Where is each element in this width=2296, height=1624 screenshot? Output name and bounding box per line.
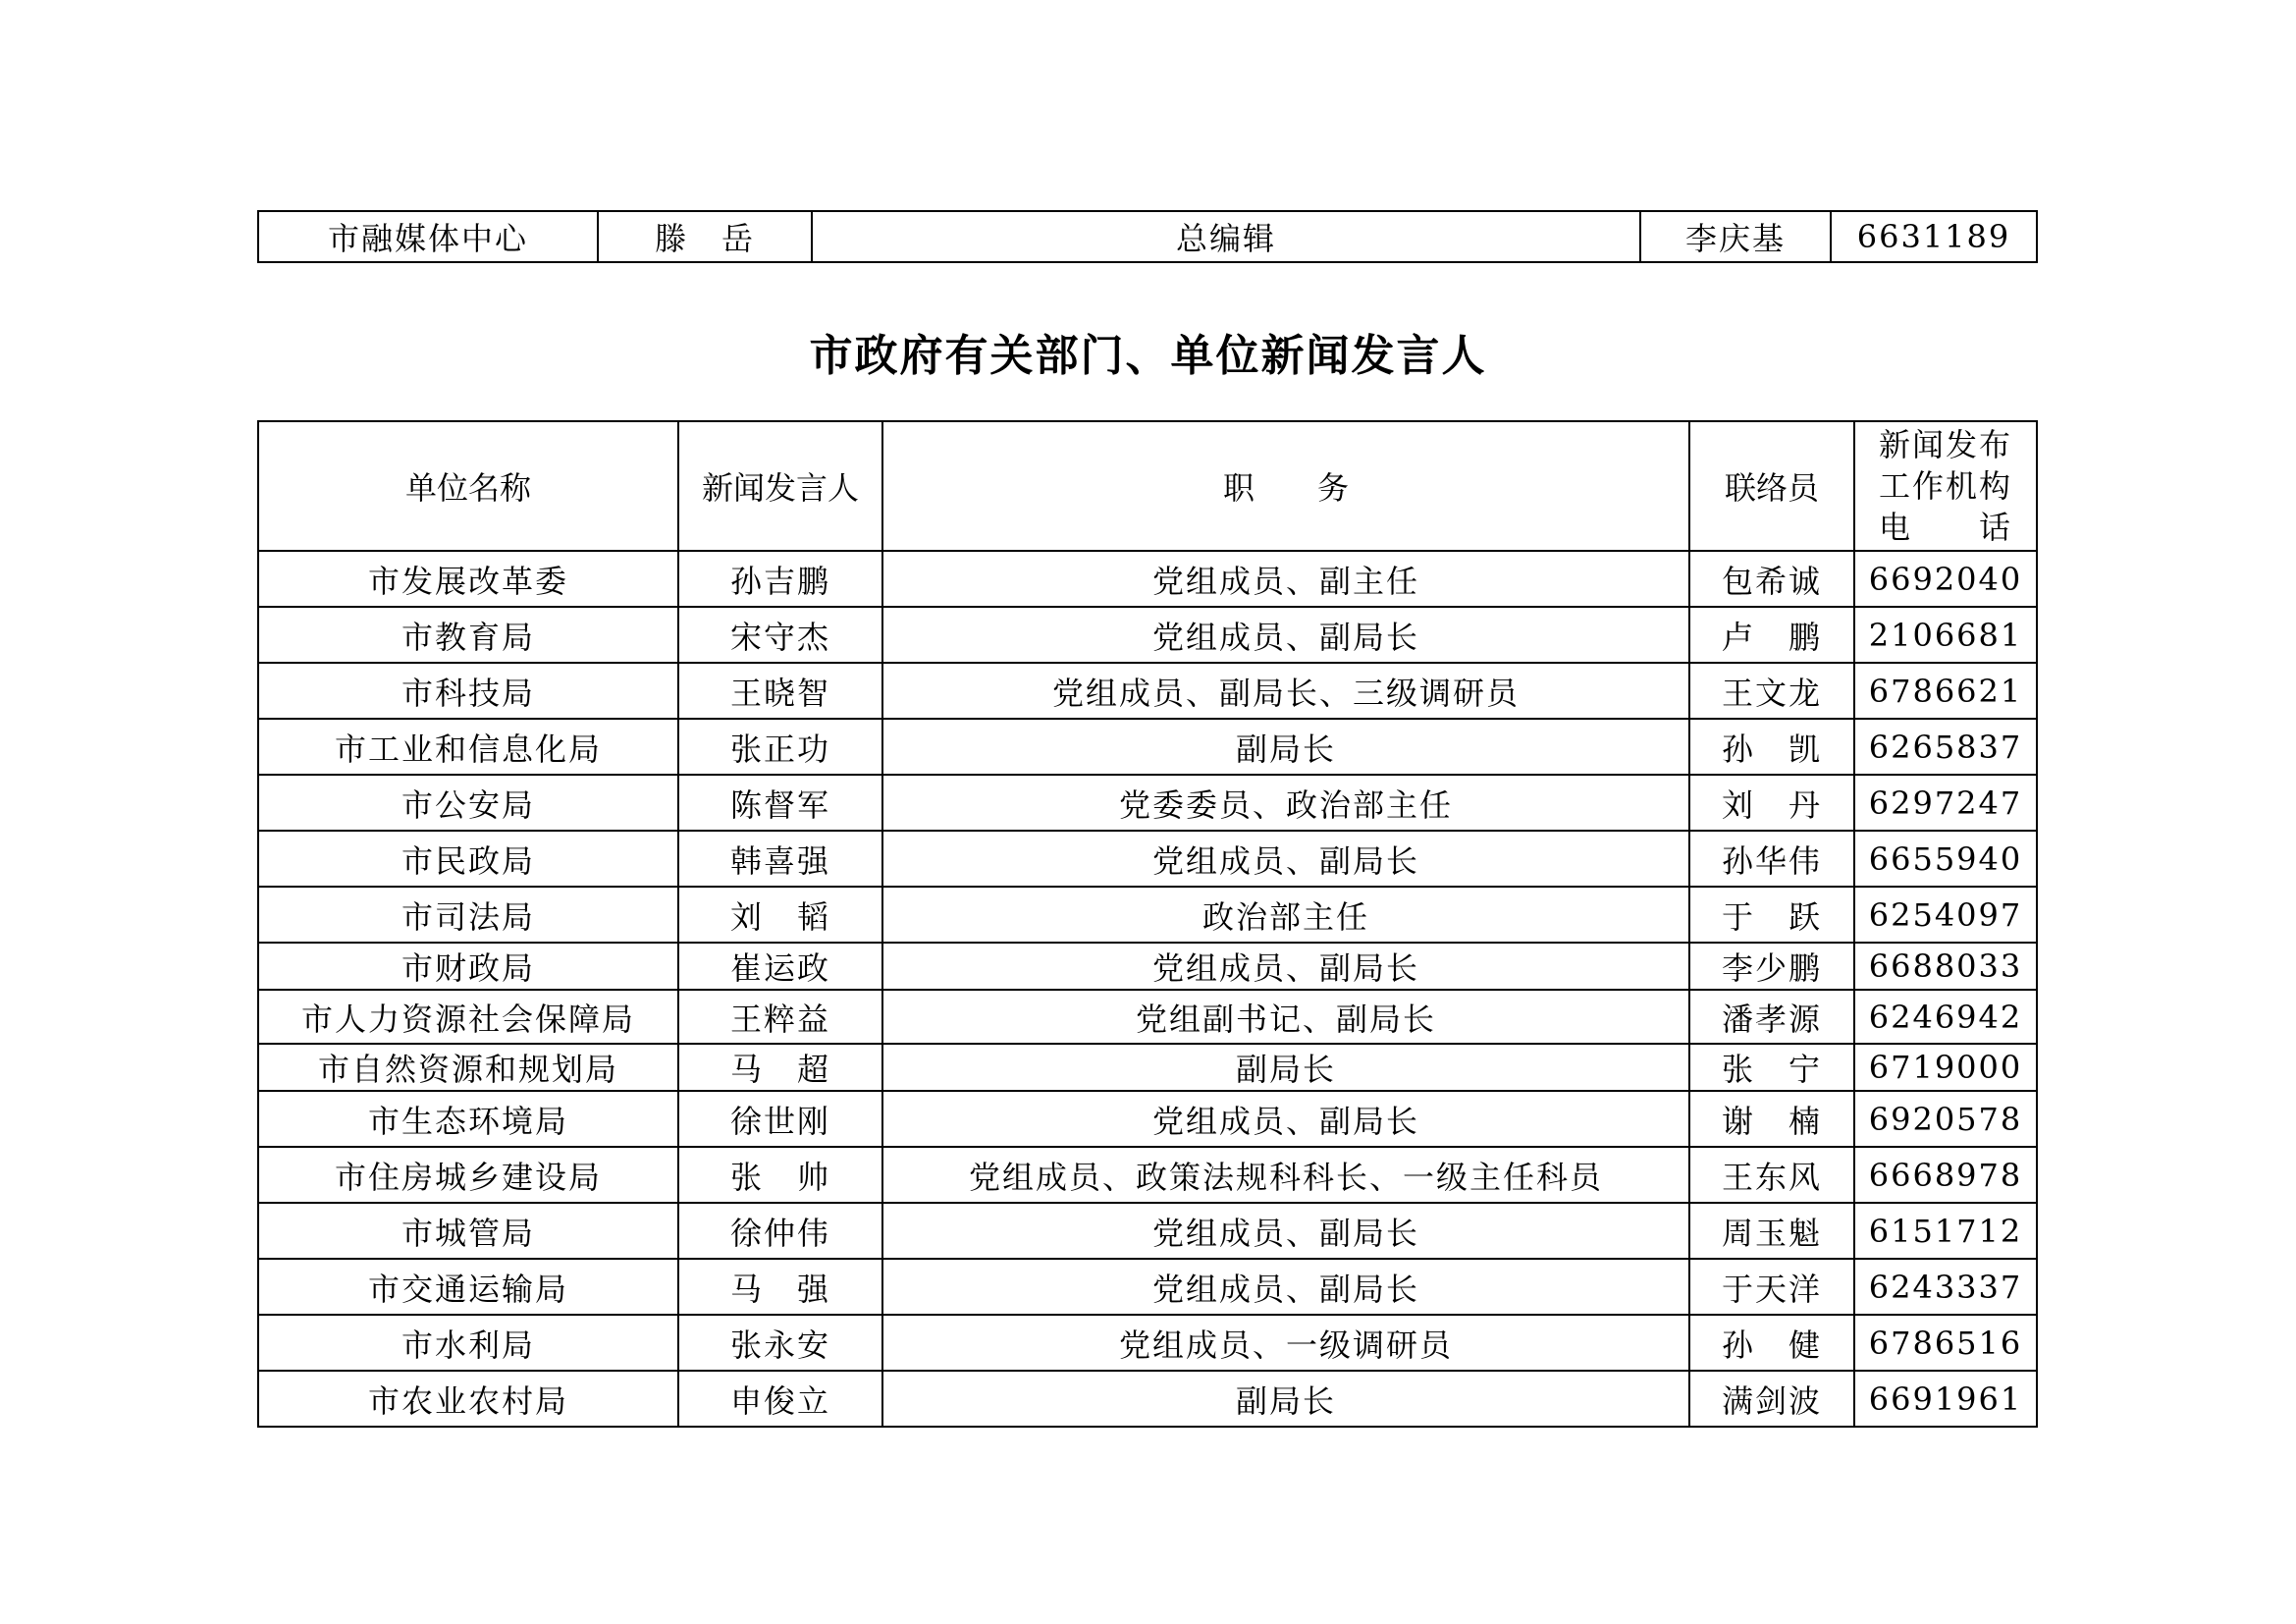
table-row <box>258 1259 2037 1315</box>
cell-liaison: 满剑波 <box>1689 1371 1854 1427</box>
header-phone-line3: 电 话 <box>1878 509 2012 546</box>
cell-position: 副局长 <box>882 1371 1689 1427</box>
cell-spokesperson: 张 帅 <box>678 1147 882 1203</box>
cell-phone: 6692040 <box>1854 551 2037 607</box>
table-row <box>258 1371 2037 1427</box>
cell-position: 政治部主任 <box>882 887 1689 943</box>
cell-unit: 市司法局 <box>258 887 678 943</box>
cell-position: 党组成员、副局长 <box>882 1259 1689 1315</box>
cell-unit: 市自然资源和规划局 <box>258 1044 678 1091</box>
cell-liaison: 于 跃 <box>1689 887 1854 943</box>
cell-unit: 市科技局 <box>258 663 678 719</box>
cell-position: 党组成员、副局长 <box>882 1203 1689 1259</box>
cell-liaison: 卢 鹏 <box>1689 607 1854 663</box>
cell-unit: 市水利局 <box>258 1315 678 1371</box>
cell-liaison: 谢 楠 <box>1689 1091 1854 1147</box>
page-title: 市政府有关部门、单位新闻发言人 <box>809 331 1487 381</box>
header-spokesperson: 新闻发言人 <box>678 421 882 551</box>
cell-liaison: 王文龙 <box>1689 663 1854 719</box>
table-row <box>258 990 2037 1044</box>
cell-spokesperson: 王晓智 <box>678 663 882 719</box>
top-table <box>257 210 2038 263</box>
cell-phone: 6246942 <box>1854 990 2037 1044</box>
cell-liaison: 刘 丹 <box>1689 775 1854 831</box>
top-liaison-cell: 李庆基 <box>1640 211 1831 262</box>
cell-phone: 6668978 <box>1854 1147 2037 1203</box>
top-spokesperson-cell: 滕 岳 <box>598 211 812 262</box>
cell-phone: 6151712 <box>1854 1203 2037 1259</box>
cell-spokesperson: 申俊立 <box>678 1371 882 1427</box>
header-unit: 单位名称 <box>258 421 678 551</box>
cell-liaison: 包希诚 <box>1689 551 1854 607</box>
cell-position: 副局长 <box>882 719 1689 775</box>
table-row <box>258 943 2037 990</box>
cell-phone: 6243337 <box>1854 1259 2037 1315</box>
cell-spokesperson: 马 超 <box>678 1044 882 1091</box>
table-row <box>258 1147 2037 1203</box>
cell-spokesperson: 孙吉鹏 <box>678 551 882 607</box>
cell-spokesperson: 宋守杰 <box>678 607 882 663</box>
cell-unit: 市人力资源社会保障局 <box>258 990 678 1044</box>
cell-liaison: 孙 健 <box>1689 1315 1854 1371</box>
cell-position: 党组成员、副局长、三级调研员 <box>882 663 1689 719</box>
cell-unit: 市农业农村局 <box>258 1371 678 1427</box>
table-row <box>258 775 2037 831</box>
header-phone-line2: 工作机构 <box>1878 467 2012 505</box>
table-row <box>258 831 2037 887</box>
cell-position: 党组成员、副局长 <box>882 943 1689 990</box>
cell-phone: 6719000 <box>1854 1044 2037 1091</box>
cell-unit: 市公安局 <box>258 775 678 831</box>
cell-unit: 市交通运输局 <box>258 1259 678 1315</box>
table-row <box>258 1044 2037 1091</box>
cell-liaison: 孙华伟 <box>1689 831 1854 887</box>
cell-phone: 6688033 <box>1854 943 2037 990</box>
cell-position: 党委委员、政治部主任 <box>882 775 1689 831</box>
table-row <box>258 719 2037 775</box>
cell-phone: 6265837 <box>1854 719 2037 775</box>
cell-liaison: 孙 凯 <box>1689 719 1854 775</box>
cell-position: 党组成员、政策法规科科长、一级主任科员 <box>882 1147 1689 1203</box>
cell-position: 党组成员、副局长 <box>882 831 1689 887</box>
cell-spokesperson: 刘 韬 <box>678 887 882 943</box>
top-row <box>258 211 2037 262</box>
cell-spokesperson: 张永安 <box>678 1315 882 1371</box>
cell-spokesperson: 韩喜强 <box>678 831 882 887</box>
table-body <box>258 551 2037 1427</box>
spokesperson-table <box>257 420 2038 1428</box>
cell-phone: 6786621 <box>1854 663 2037 719</box>
header-liaison: 联络员 <box>1689 421 1854 551</box>
cell-unit: 市民政局 <box>258 831 678 887</box>
header-phone <box>1854 421 2037 551</box>
cell-position: 党组副书记、副局长 <box>882 990 1689 1044</box>
cell-spokesperson: 张正功 <box>678 719 882 775</box>
cell-liaison: 潘孝源 <box>1689 990 1854 1044</box>
cell-unit: 市生态环境局 <box>258 1091 678 1147</box>
cell-phone: 6920578 <box>1854 1091 2037 1147</box>
cell-position: 党组成员、一级调研员 <box>882 1315 1689 1371</box>
cell-spokesperson: 马 强 <box>678 1259 882 1315</box>
table-row <box>258 1091 2037 1147</box>
header-phone-line1: 新闻发布 <box>1878 426 2012 463</box>
table-row <box>258 551 2037 607</box>
table-row <box>258 887 2037 943</box>
cell-spokesperson: 崔运政 <box>678 943 882 990</box>
cell-phone: 6297247 <box>1854 775 2037 831</box>
cell-phone: 6254097 <box>1854 887 2037 943</box>
cell-phone: 6691961 <box>1854 1371 2037 1427</box>
cell-position: 党组成员、副主任 <box>882 551 1689 607</box>
cell-liaison: 周玉魁 <box>1689 1203 1854 1259</box>
header-position: 职 务 <box>882 421 1689 551</box>
cell-spokesperson: 徐世刚 <box>678 1091 882 1147</box>
cell-unit: 市财政局 <box>258 943 678 990</box>
cell-spokesperson: 徐仲伟 <box>678 1203 882 1259</box>
cell-liaison: 李少鹏 <box>1689 943 1854 990</box>
cell-liaison: 于天洋 <box>1689 1259 1854 1315</box>
cell-liaison: 王东风 <box>1689 1147 1854 1203</box>
cell-unit: 市工业和信息化局 <box>258 719 678 775</box>
cell-phone: 6786516 <box>1854 1315 2037 1371</box>
table-row <box>258 607 2037 663</box>
cell-position: 副局长 <box>882 1044 1689 1091</box>
cell-unit: 市教育局 <box>258 607 678 663</box>
cell-position: 党组成员、副局长 <box>882 1091 1689 1147</box>
cell-unit: 市住房城乡建设局 <box>258 1147 678 1203</box>
cell-phone: 6655940 <box>1854 831 2037 887</box>
cell-position: 党组成员、副局长 <box>882 607 1689 663</box>
cell-liaison: 张 宁 <box>1689 1044 1854 1091</box>
top-phone-cell: 6631189 <box>1831 211 2037 262</box>
cell-spokesperson: 王粹益 <box>678 990 882 1044</box>
cell-phone: 2106681 <box>1854 607 2037 663</box>
cell-spokesperson: 陈督军 <box>678 775 882 831</box>
top-position-cell: 总编辑 <box>812 211 1640 262</box>
table-row <box>258 1203 2037 1259</box>
top-unit-cell: 市融媒体中心 <box>258 211 598 262</box>
header-row <box>258 421 2037 551</box>
cell-unit: 市城管局 <box>258 1203 678 1259</box>
cell-unit: 市发展改革委 <box>258 551 678 607</box>
table-row <box>258 1315 2037 1371</box>
table-row <box>258 663 2037 719</box>
